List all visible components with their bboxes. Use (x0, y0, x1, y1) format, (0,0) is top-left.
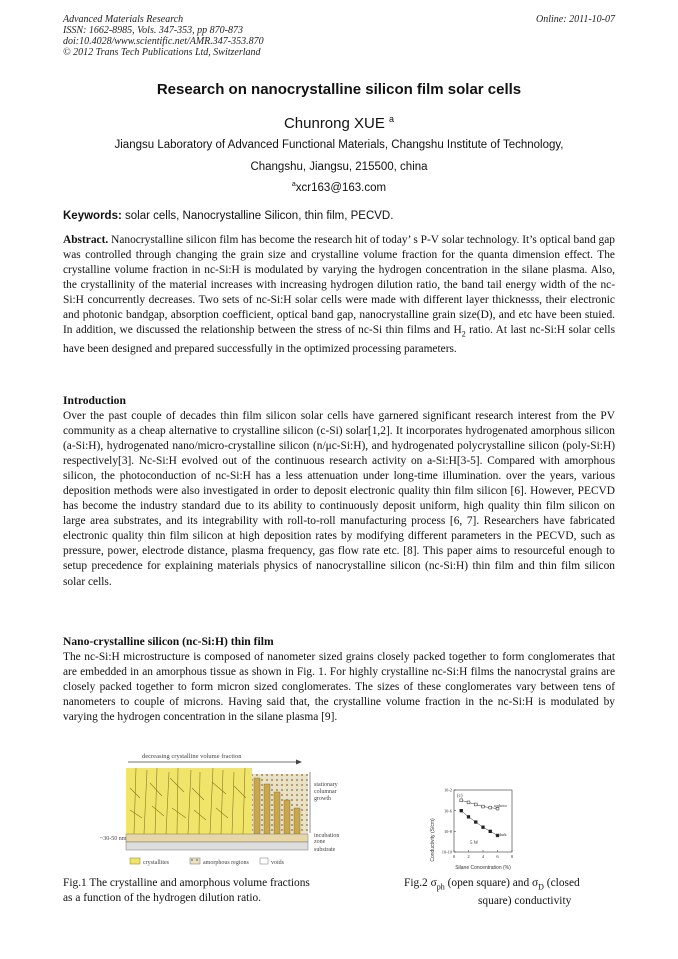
fig2-x-tick-label: 2 (467, 854, 470, 859)
fig1-legend-amorphous-swatch (190, 858, 200, 864)
section2-heading: Nano-crystalline silicon (nc-Si:H) thin film (63, 635, 274, 648)
journal-copyright: © 2012 Trans Tech Publications Ltd, Switzerland (63, 47, 261, 58)
introduction-paragraph: Over the past couple of decades thin film silicon solar cells have garnered significant research interest from the PV community as a cheap alternative to crystalline silicon (c-Si) solar[1,2]. It incorporates hydrogenated amorphous silicon (a-Si:H), hydrogenated nano/micro-crystalline silicon (n/μc-Si:H), and hydrogenated polycrystalline silicon (poly-Si:H) respectively[3]. Nc-Si:H evolved out of the continuous research activity on a-Si:H[3-5]. Compared with amorphous silicon, the photoconduction of nc-Si:H has a less attenuation under long-time illumination. over the years, various deposition methods were also investigated in order to deposit electronic quality thin film silicon [6]. However, PECVD has become the industry standard due to its ability to continuously deposit uniform, high quality thin film silicon on large area substrates, and its integrability with roll-to-roll manufacturing process [6, 7]. Researchers have fabricated electronic quality thin film silicon at high deposition rates by modifying different parameters in the PECVD, such as pressure, power, electrode distance, plasma frequency, gas flow rate etc. [8]. This paper aims to resourceful enough to setup precedence for explaining materials physics of nanocrystalline silicon (nc-Si:H) thin film and thin film silicon solar cells. (63, 410, 615, 588)
journal-name: Advanced Materials Research (63, 14, 184, 25)
fig2-y-tick-label: 10-6 (443, 808, 452, 814)
journal-issn: ISSN: 1662-8985, Vols. 347-353, pp 870-873 (63, 25, 243, 36)
fig2-point-dark (482, 826, 485, 829)
keywords-text: solar cells, Nanocrystalline Silicon, thin film, PECVD. (125, 210, 394, 222)
fig1-caption-line-1: Fig.1 The crystalline and amorphous volume fractions (63, 877, 310, 889)
fig1-incubation-layer (126, 834, 308, 842)
fig2-x-tick-label: 4 (481, 854, 485, 859)
fig1-legend-crystallites-swatch (130, 858, 140, 864)
fig2-point-dark (460, 809, 463, 812)
affiliation-line-2: Changshu, Jiangsu, 215500, china (250, 161, 428, 173)
fig1-legend-crystallites: crystallites (143, 860, 169, 866)
fig2-legend-dark: σdark (496, 832, 507, 837)
figure-2-caption (404, 876, 616, 909)
abstract (63, 233, 615, 357)
author (0, 114, 678, 132)
introduction-text (63, 409, 615, 590)
fig1-label-substrate: substrate (314, 847, 336, 853)
fig2-xlabel: Silane Concentration (%) (455, 865, 511, 871)
fig1-label-growth: growth (314, 796, 331, 802)
figure-1-caption (63, 876, 310, 906)
fig2-x-tick-label: 8 (510, 854, 514, 859)
introduction-heading: Introduction (63, 394, 126, 407)
fig2-point-dark (467, 815, 470, 818)
fig2-point-dark (489, 830, 492, 833)
journal-doi: doi:10.4028/www.scientific.net/AMR.347-353.870 (63, 36, 264, 47)
online-date: Online: 2011-10-07 (536, 14, 615, 25)
fig2-label-sw: 5 W (470, 841, 479, 846)
author-mark: a (389, 114, 395, 124)
author-name: Chunrong XUE (283, 115, 385, 132)
section2-paragraph: The nc-Si:H microstructure is composed of nanometer sized grains closely packed together to form conglomerates that are embedded in an amorphous tissue as shown in Fig. 1. For highly crystalline nc-Si:H films the nanocrystal grains are closely packed together to form micron sized conglomerates. The sizes of these conglomerates vary between tens of nanometers to couple of microns. Having said that, the crystalline volume fraction in the nc-Si:H is modulated by varying the hydrogen concentration in the silane plasma [9]. (63, 651, 615, 724)
fig1-arrow-head (296, 760, 302, 765)
fig2-line-dark (461, 811, 497, 836)
fig1-label-columnar: columnar (314, 789, 337, 795)
journal-header (63, 14, 264, 58)
fig1-caption-line-2: as a function of the hydrogen dilution ratio. (63, 892, 262, 904)
fig2-point-photo (482, 805, 485, 808)
fig2-point-photo (460, 799, 463, 802)
fig2-caption-c: (closed (543, 877, 580, 889)
fig1-substrate-layer (126, 842, 308, 850)
fig1-label-stationary: stationary (314, 782, 338, 788)
fig2-y-tick-label: 10-8 (443, 828, 452, 834)
section2-text (63, 650, 615, 725)
email-address[interactable]: xcr163@163.com (295, 181, 387, 194)
fig2-ylabel: Conductivity (S/cm) (430, 818, 436, 862)
fig2-caption-sub-d: D (538, 882, 544, 892)
abstract-text-b: ratio. At last nc-Si:H solar cells have been designed and prepared successfully in the optimized processing parameters. (63, 324, 615, 355)
fig1-legend-voids-swatch (260, 858, 268, 864)
fig2-point-photo (474, 803, 477, 806)
fig2-point-photo (489, 806, 492, 809)
author-email (0, 181, 678, 194)
fig1-legend-voids: voids (271, 860, 285, 866)
fig1-label-incubation: incubation (314, 833, 340, 839)
figure-2-conductivity-chart (424, 784, 544, 880)
keywords (63, 210, 393, 222)
fig1-label-zone: zone (314, 839, 326, 845)
fig2-x-ticks (453, 850, 514, 859)
abstract-label: Abstract. (63, 234, 109, 246)
fig1-legend-amorphous: amorphous regions (203, 860, 249, 866)
affiliation-line-1: Jiangsu Laboratory of Advanced Functional Materials, Changshu Institute of Technology, (114, 139, 564, 151)
fig1-label-thickness: ~30-50 nm (100, 836, 127, 842)
figure-1-microstructure (100, 748, 370, 870)
abstract-text-a: Nanocrystalline silicon film has become the research hit of today’ s P-V solar technology. It’s optical band gap was controlled through changing the grain size and crystalline volume fraction for the quanta dimension effect. The crystalline volume fraction in nc-Si:H is modulated by varying the hydrogen concentration in the silane plasma. Also, the crystallinity of the material increases with increasing hydrogen dilution ratio, the band tail energy width of the nc-Si:H concurrently decreases. Two sets of nc-Si:H solar cells were made with different layer thicknesss, their electronic and photonic bandgap, absorption coefficient, optical band gap, nanocrystalline grain size(D), and etc have been stuied. In addition, we discussed the relationship between the stress of nc-Si thin films and H (63, 234, 615, 337)
keywords-label: Keywords: (63, 210, 122, 222)
fig2-caption-sub-ph: ph (436, 882, 445, 892)
abstract-subscript: 2 (461, 329, 466, 339)
fig2-caption-b: (open square) and σ (444, 877, 539, 889)
paper-title: Research on nanocrystalline silicon film solar cells (156, 81, 522, 98)
fig2-series-lines (461, 800, 497, 835)
fig2-line-photo (461, 800, 497, 808)
fig2-legend-photo: σphoto (494, 803, 507, 808)
fig2-x-tick-label: 0 (452, 854, 456, 859)
fig1-arrow-label: decreasing crystalline volume fraction (142, 753, 242, 760)
email-mark: a (291, 181, 296, 188)
fig2-caption-line-2: square) conductivity (478, 895, 572, 908)
fig2-caption-a: Fig.2 σ (404, 877, 437, 889)
fig2-point-dark (474, 821, 477, 824)
fig2-x-tick-label: 6 (496, 854, 499, 859)
fig2-y-tick-label: 10-2 (443, 787, 452, 793)
fig2-panel-label: (c) (457, 794, 463, 799)
fig2-point-photo (467, 801, 470, 804)
fig2-y-tick-label: 10-10 (441, 849, 452, 855)
